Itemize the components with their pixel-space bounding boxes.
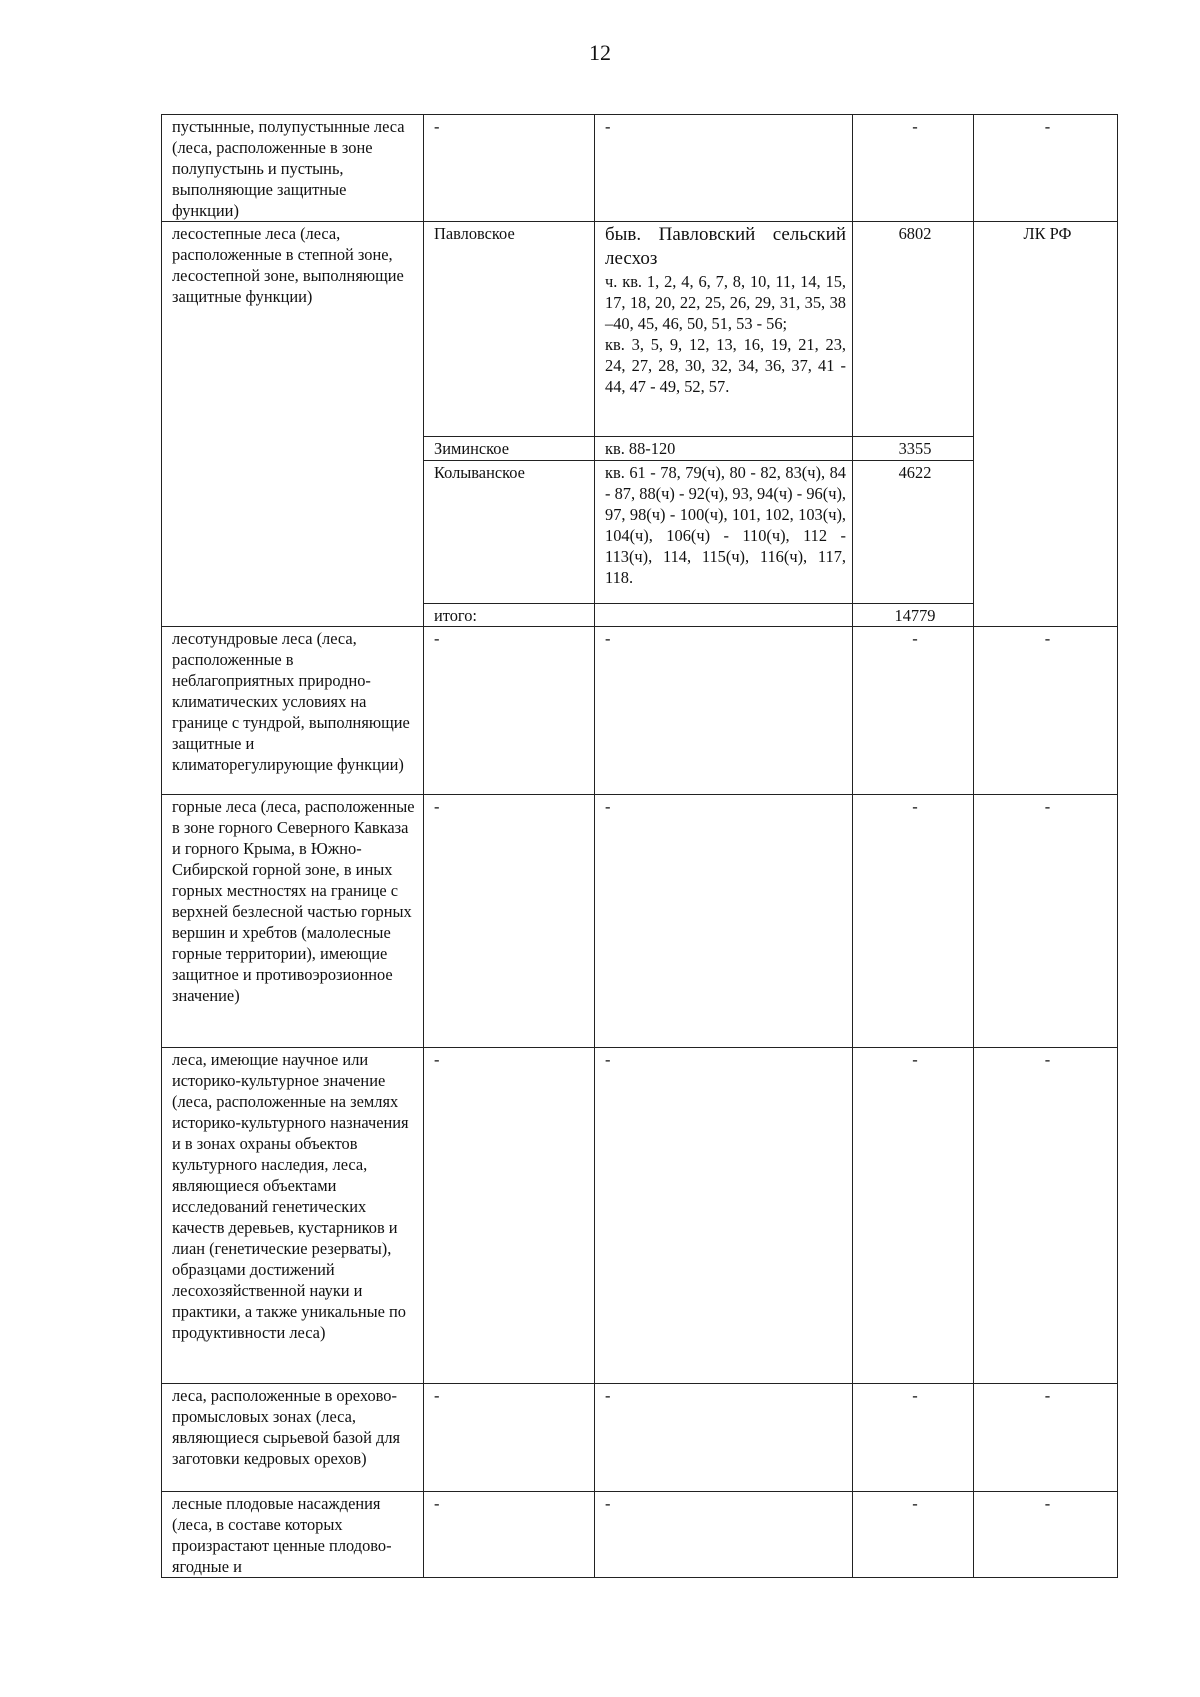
quarters-cell: - — [595, 627, 853, 795]
category-cell: пустынные, полупустынные леса (леса, расположенные в зоне полупустынь и пустынь, выполняющие защитные функции) — [162, 115, 424, 222]
forestry-cell: - — [424, 1048, 595, 1384]
basis-cell: - — [974, 1492, 1118, 1578]
category-cell: лесостепные леса (леса, расположенные в степной зоне, лесостепной зоне, выполняющие защитные функции) — [162, 222, 424, 627]
quarters-cell — [595, 222, 853, 437]
basis-cell: - — [974, 795, 1118, 1048]
quarters-cell: - — [595, 1492, 853, 1578]
area-cell: 4622 — [853, 461, 974, 604]
table-row — [162, 1048, 1118, 1384]
table-row — [162, 627, 1118, 795]
area-cell: 6802 — [853, 222, 974, 437]
area-cell: - — [853, 1384, 974, 1492]
area-cell: - — [853, 1048, 974, 1384]
total-empty-cell — [595, 604, 853, 627]
forestry-cell: - — [424, 627, 595, 795]
quarters-cell: - — [595, 115, 853, 222]
table-row — [162, 222, 1118, 437]
category-cell: леса, имеющие научное или историко-культурное значение (леса, расположенные на землях историко-культурного назначения и в зонах охраны объектов культурного наследия, леса, являющиеся объектами исследований генетических качеств деревьев, кустарников и лиан (генетические резерваты), образцами достижений лесохозяйственной науки и практики, а также уникальные по продуктивности леса) — [162, 1048, 424, 1384]
quarters-cell: - — [595, 795, 853, 1048]
basis-cell: - — [974, 115, 1118, 222]
basis-cell: - — [974, 1048, 1118, 1384]
protective-forests-table — [161, 114, 1118, 1578]
table-row — [162, 1492, 1118, 1578]
quarters-heading: быв. Павловский сельский лесхоз — [605, 224, 846, 269]
forestry-cell: Колыванское — [424, 461, 595, 604]
basis-cell: - — [974, 1384, 1118, 1492]
quarters-partial-list: ч. кв. 1, 2, 4, 6, 7, 8, 10, 11, 14, 15, 17, 18, 20, 22, 25, 26, 29, 31, 35, 38 –40, 45, 46, 50, 51, 53 - 56; — [605, 272, 846, 333]
quarters-list: кв. 61 - 78, 79(ч), 80 - 82, 83(ч), 84 - 87, 88(ч) - 92(ч), 93, 94(ч) - 96(ч), 97, 98(ч) - 100(ч), 101, 102, 103(ч), 104(ч), 106(ч) - 110(ч), 112 - 113(ч), 114, 115(ч), 116(ч), 117, 118. — [605, 463, 846, 587]
quarters-full-list: кв. 3, 5, 9, 12, 13, 16, 19, 21, 23, 24, 27, 28, 30, 32, 34, 36, 37, 41 - 44, 47 - 49, 52, 57. — [605, 335, 846, 396]
category-cell: лесотундровые леса (леса, расположенные в неблагоприятных природно-климатических условиях на границе с тундрой, выполняющие защитные и климаторегулирующие функции) — [162, 627, 424, 795]
forestry-cell: - — [424, 795, 595, 1048]
forestry-cell: - — [424, 1384, 595, 1492]
area-cell: 3355 — [853, 437, 974, 461]
category-cell: горные леса (леса, расположенные в зоне горного Северного Кавказа и горного Крыма, в Южно-Сибирской горной зоне, в иных горных местностях на границе с верхней безлесной частью горных вершин и хребтов (малолесные горные территории), имеющие защитное и противоэрозионное значение) — [162, 795, 424, 1048]
category-cell: лесные плодовые насаждения (леса, в составе которых произрастают ценные плодово-ягодные и — [162, 1492, 424, 1578]
basis-cell: ЛК РФ — [974, 222, 1118, 627]
quarters-cell: - — [595, 1384, 853, 1492]
forestry-cell: - — [424, 115, 595, 222]
quarters-cell: кв. 88-120 — [595, 437, 853, 461]
forestry-cell: Павловское — [424, 222, 595, 437]
forestry-cell: Зиминское — [424, 437, 595, 461]
area-cell: - — [853, 1492, 974, 1578]
page-number: 12 — [589, 40, 611, 65]
quarters-cell — [595, 461, 853, 604]
forestry-cell: - — [424, 1492, 595, 1578]
basis-cell: - — [974, 627, 1118, 795]
total-area-cell: 14779 — [853, 604, 974, 627]
total-label-cell: итого: — [424, 604, 595, 627]
table-row — [162, 795, 1118, 1048]
area-cell: - — [853, 627, 974, 795]
area-cell: - — [853, 795, 974, 1048]
table-row — [162, 1384, 1118, 1492]
quarters-cell: - — [595, 1048, 853, 1384]
area-cell: - — [853, 115, 974, 222]
category-cell: леса, расположенные в орехово-промысловых зонах (леса, являющиеся сырьевой базой для заготовки кедровых орехов) — [162, 1384, 424, 1492]
table-row — [162, 115, 1118, 222]
